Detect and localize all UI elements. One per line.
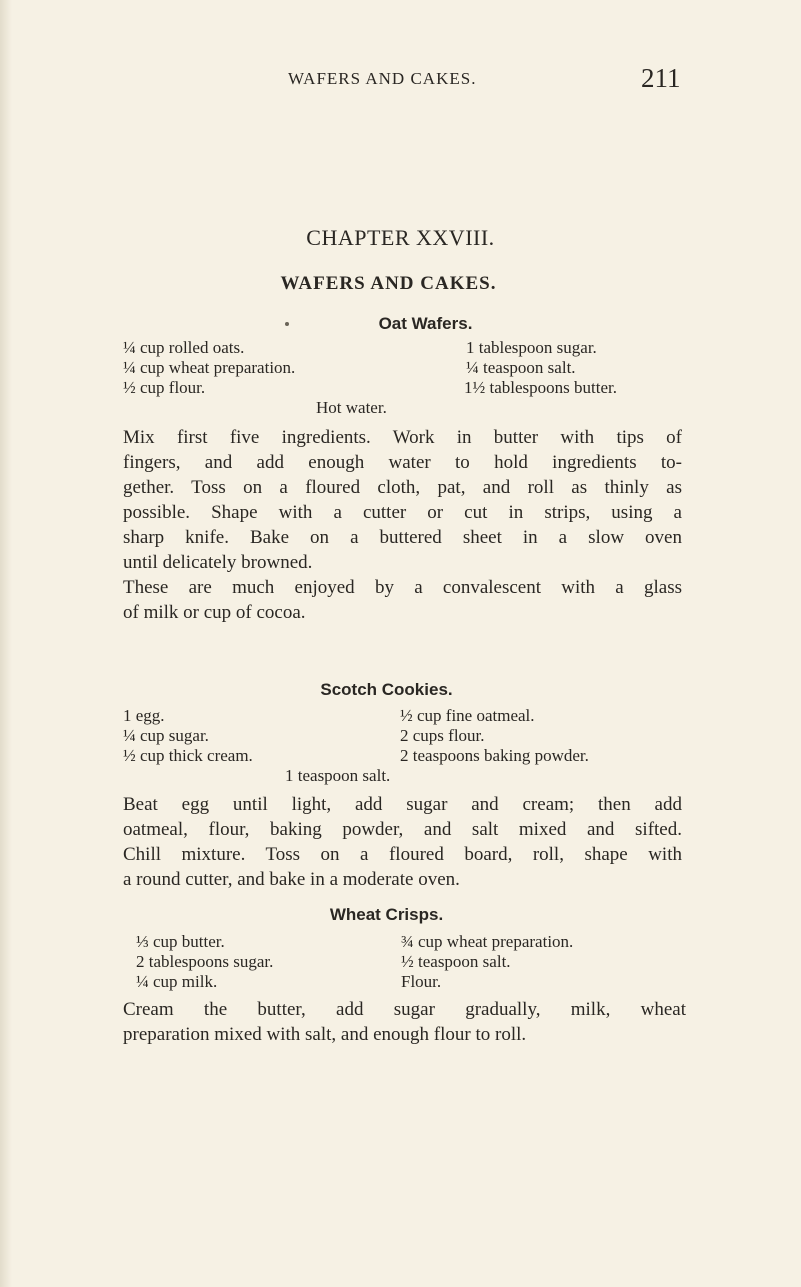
ingredient: ¼ cup wheat preparation.: [123, 358, 296, 377]
text-line: These are much enjoyed by a convalescent with a glass: [123, 577, 682, 598]
running-head: [0, 63, 801, 95]
running-head-title: WAFERS AND CAKES.: [288, 69, 477, 88]
recipe-title-oat-wafers: Oat Wafers.: [378, 314, 473, 333]
recipe-note: [123, 575, 682, 625]
chapter-heading: CHAPTER XXVIII.: [306, 225, 495, 250]
text-line: Chill mixture. Toss on a floured board, roll, shape with: [123, 844, 682, 865]
ingredient: ¼ cup sugar.: [123, 726, 209, 745]
text-line: a round cutter, and bake in a moderate oven.: [123, 869, 460, 890]
text-line: possible. Shape with a cutter or cut in strips, using a: [123, 502, 682, 523]
recipe-instructions: [123, 997, 686, 1047]
section-title: WAFERS AND CAKES.: [280, 273, 497, 294]
ingredient: 1 teaspoon salt.: [285, 766, 391, 785]
ingredient: 1 egg.: [123, 706, 165, 725]
recipe-title-scotch-cookies: Scotch Cookies.: [320, 680, 453, 699]
ingredient: 1 tablespoon sugar.: [466, 338, 597, 357]
text-line: of milk or cup of cocoa.: [123, 602, 306, 623]
ingredient: ⅓ cup butter.: [136, 932, 225, 951]
text-line: oatmeal, flour, baking powder, and salt mixed and sifted.: [123, 819, 682, 840]
text-line: until delicately browned.: [123, 552, 313, 573]
ingredient: ½ cup fine oatmeal.: [400, 706, 535, 725]
ingredient: 1½ tablespoons butter.: [464, 378, 617, 397]
ingredient: ¾ cup wheat preparation.: [401, 932, 574, 951]
text-line: preparation mixed with salt, and enough flour to roll.: [123, 1024, 527, 1045]
text-line: Mix first five ingredients. Work in butter with tips of: [123, 427, 682, 448]
text-line: Beat egg until light, add sugar and cream; then add: [123, 794, 682, 815]
ingredient: Hot water.: [316, 398, 387, 417]
recipe-instructions: [123, 425, 682, 575]
recipe-title-wheat-crisps: Wheat Crisps.: [329, 905, 444, 924]
text-line: Cream the butter, add sugar gradually, milk, wheat: [123, 999, 686, 1020]
page-number: 211: [641, 63, 681, 93]
ingredient: ½ cup flour.: [123, 378, 206, 397]
text-line: fingers, and add enough water to hold ingredients to-: [123, 452, 682, 473]
ingredient: ¼ cup milk.: [136, 972, 218, 991]
ingredient: 2 cups flour.: [400, 726, 485, 745]
text-line: sharp knife. Bake on a buttered sheet in a slow oven: [123, 527, 682, 548]
ingredient: ¼ teaspoon salt.: [466, 358, 576, 377]
page-edge-shadow: [0, 0, 12, 1287]
ingredient: ½ teaspoon salt.: [401, 952, 511, 971]
ingredient: Flour.: [401, 972, 442, 991]
ingredient: ¼ cup rolled oats.: [123, 338, 245, 357]
ingredient: 2 teaspoons baking powder.: [400, 746, 589, 765]
ingredient: ½ cup thick cream.: [123, 746, 253, 765]
text-line: gether. Toss on a floured cloth, pat, and roll as thinly as: [123, 477, 682, 498]
ingredient: 2 tablespoons sugar.: [136, 952, 274, 971]
recipe-instructions: [123, 792, 682, 892]
